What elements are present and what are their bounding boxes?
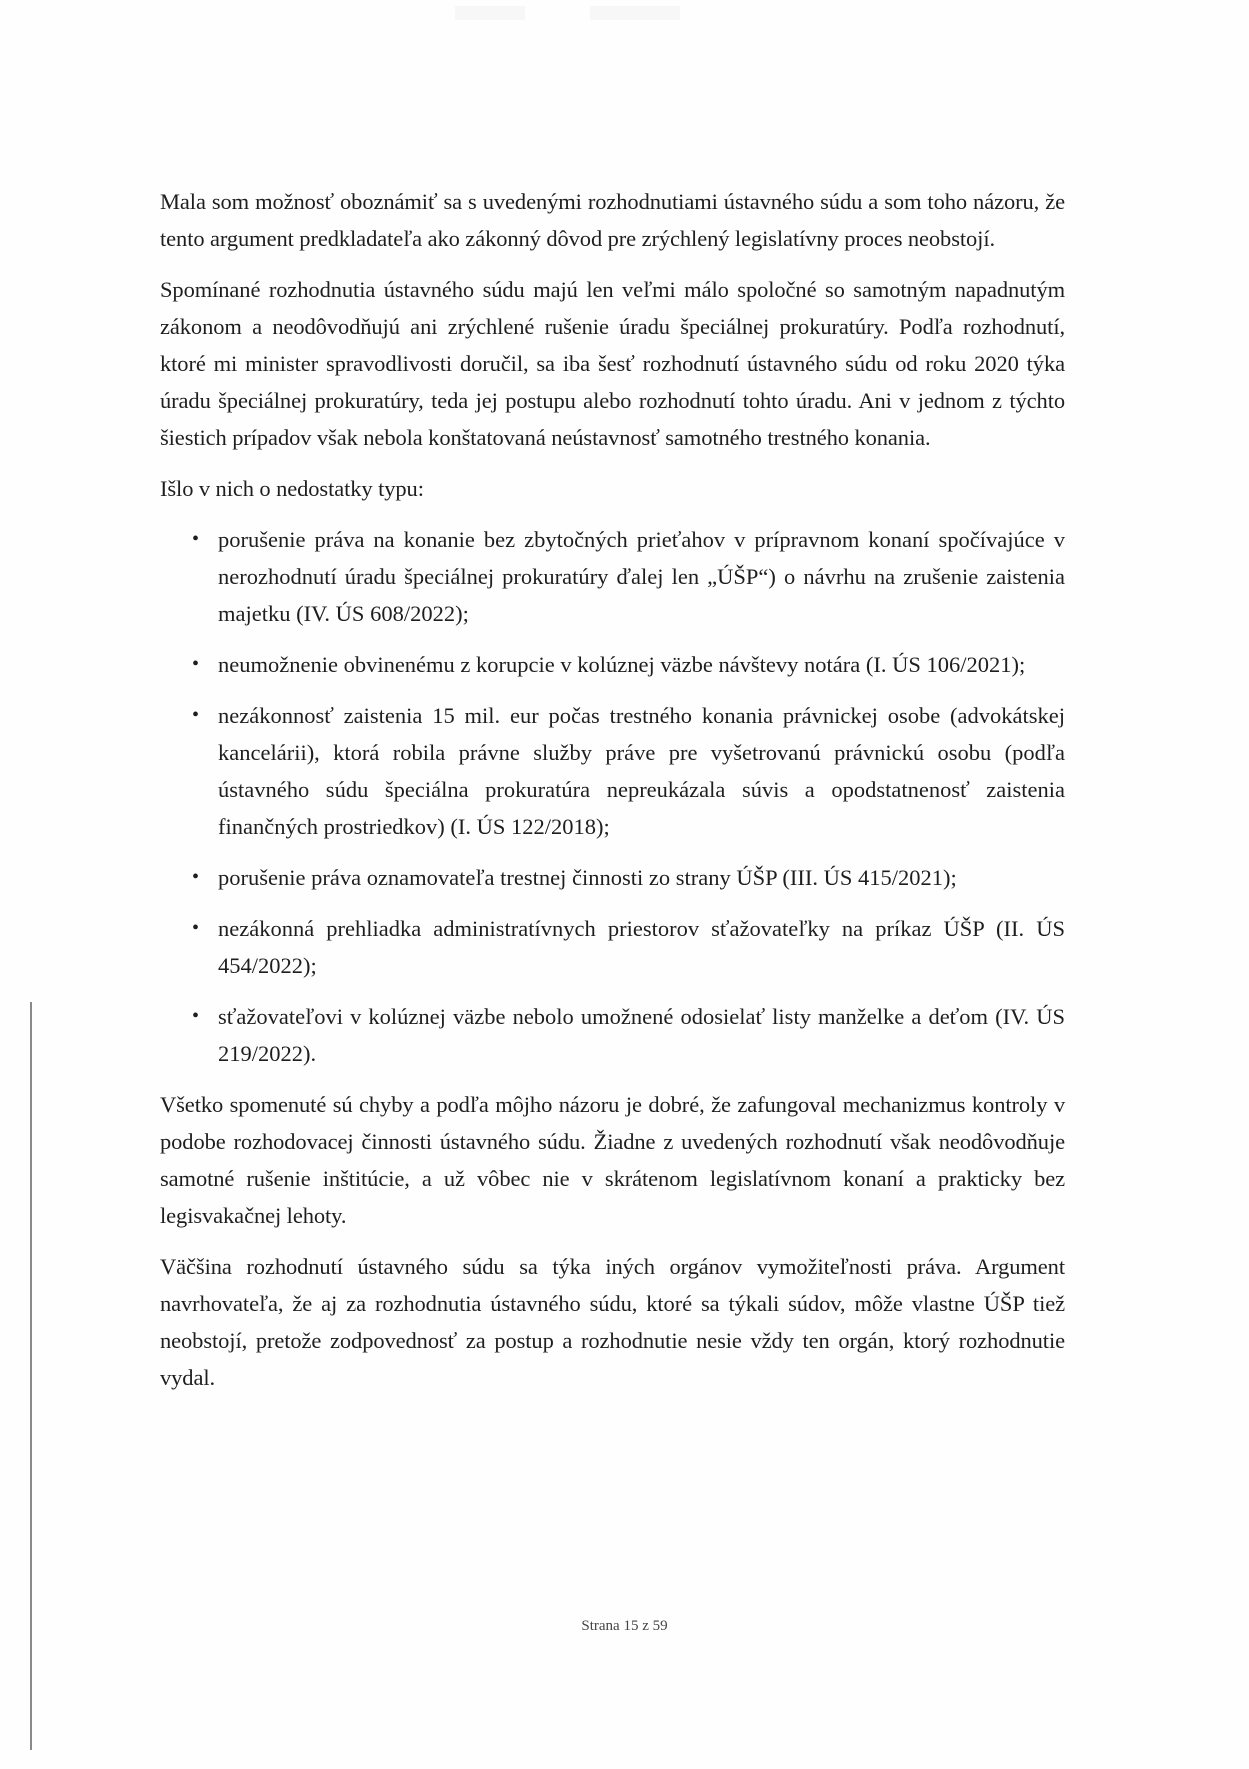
bullet-icon: • [192, 528, 200, 550]
list-item [160, 859, 1065, 896]
bullet-icon: • [192, 1005, 200, 1027]
list-item [160, 646, 1065, 683]
scan-artifact [455, 6, 525, 20]
list-item [160, 521, 1065, 632]
scan-artifact [590, 6, 680, 20]
list-item-text: nezákonnosť zaistenia 15 mil. eur počas trestného konania právnickej osobe (advokátskej kancelárii), ktorá robila právne služby práve pre vyšetrovanú právnickú osobu (podľa ústavného súdu špeciálna prokuratúra nepreukázala súvis a opodstatnenosť zaistenia finančných prostriedkov) (I. ÚS 122/2018); [218, 703, 1065, 839]
list-item-text: nezákonná prehliadka administratívnych priestorov sťažovateľky na príkaz ÚŠP (II. ÚS 454/2022); [218, 916, 1065, 978]
page-number: Strana 15 z 59 [581, 1618, 668, 1634]
bullet-icon: • [192, 917, 200, 939]
list-item-text: sťažovateľovi v kolúznej väzbe nebolo umožnené odosielať listy manželke a deťom (IV. ÚS 219/2022). [218, 1004, 1065, 1066]
list-item [160, 910, 1065, 984]
bullet-icon: • [192, 704, 200, 726]
list-item-text: porušenie práva oznamovateľa trestnej činnosti zo strany ÚŠP (III. ÚS 415/2021); [218, 865, 957, 890]
list-item-text: neumožnenie obvinenému z korupcie v kolúznej väzbe návštevy notára (I. ÚS 106/2021); [218, 652, 1026, 677]
bullet-icon: • [192, 866, 200, 888]
document-body [160, 183, 1065, 1410]
list-item-text: porušenie práva na konanie bez zbytočných prieťahov v prípravnom konaní spočívajúce v nerozhodnutí úradu špeciálnej prokuratúry ďalej len „ÚŠP“) o návrhu na zrušenie zaistenia majetku (IV. ÚS 608/2022); [218, 527, 1065, 626]
list-intro: Išlo v nich o nedostatky typu: [160, 476, 424, 501]
paragraph: Mala som možnosť oboznámiť sa s uvedenými rozhodnutiami ústavného súdu a som toho názoru, že tento argument predkladateľa ako zákonný dôvod pre zrýchlený legislatívny proces neobstojí. [160, 189, 1065, 251]
paragraph: Všetko spomenuté sú chyby a podľa môjho názoru je dobré, že zafungoval mechanizmus kontroly v podobe rozhodovacej činnosti ústavného súdu. Žiadne z uvedených rozhodnutí však neodôvodňuje samotné rušenie inštitúcie, a už vôbec nie v skrátenom legislatívnom konaní a prakticky bez legisvakačnej lehoty. [160, 1092, 1065, 1228]
list-item [160, 697, 1065, 845]
deficiency-list [160, 521, 1065, 1072]
list-item [160, 998, 1065, 1072]
margin-rule-line [30, 1002, 32, 1750]
bullet-icon: • [192, 653, 200, 675]
paragraph: Spomínané rozhodnutia ústavného súdu majú len veľmi málo spoločné so samotným napadnutým zákonom a neodôvodňujú ani zrýchlené rušenie úradu špeciálnej prokuratúry. Podľa rozhodnutí, ktoré mi minister spravodlivosti doručil, sa iba šesť rozhodnutí ústavného súdu od roku 2020 týka úradu špeciálnej prokuratúry, teda jej postupu alebo rozhodnutí tohto úradu. Ani v jednom z týchto šiestich prípadov však nebola konštatovaná neústavnosť samotného trestného konania. [160, 277, 1065, 450]
paragraph: Väčšina rozhodnutí ústavného súdu sa týka iných orgánov vymožiteľnosti práva. Argument navrhovateľa, že aj za rozhodnutia ústavného súdu, ktoré sa týkali súdov, môže vlastne ÚŠP tiež neobstojí, pretože zodpovednosť za postup a rozhodnutie nesie vždy ten orgán, ktorý rozhodnutie vydal. [160, 1254, 1065, 1390]
